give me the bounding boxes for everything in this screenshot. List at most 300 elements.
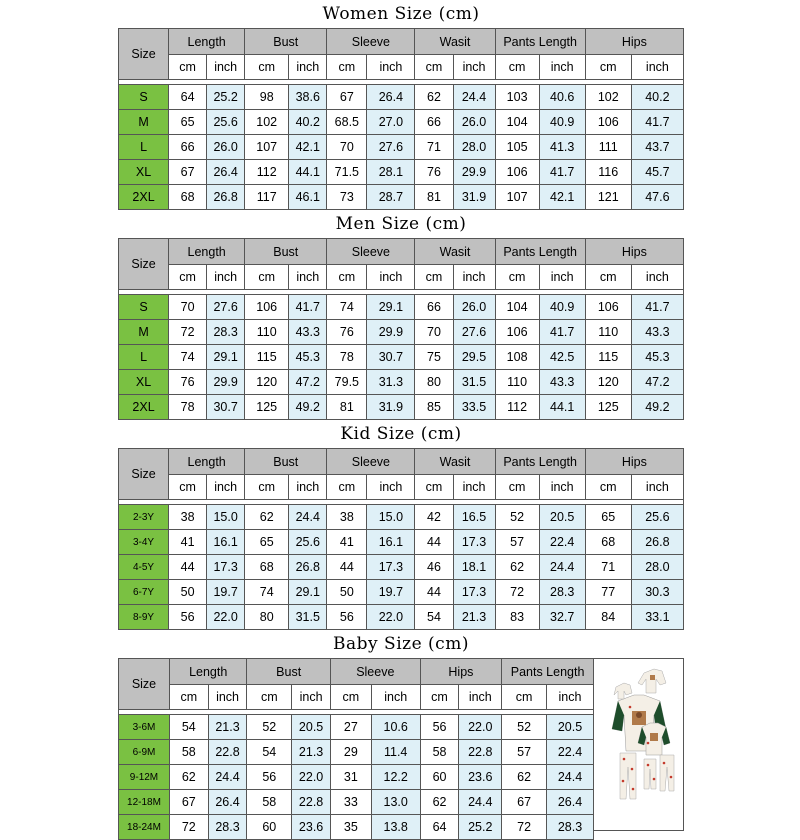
inch-value-cell: 26.4 (208, 790, 247, 815)
inch-value-cell: 40.2 (631, 85, 683, 110)
cm-value-cell: 52 (247, 715, 292, 740)
inch-unit-header: inch (453, 55, 495, 80)
inch-value-cell: 30.7 (367, 345, 415, 370)
men-size-title: Men Size (cm) (335, 214, 467, 234)
inch-value-cell: 38.6 (289, 85, 327, 110)
cm-value-cell: 41 (327, 530, 367, 555)
cm-unit-header: cm (420, 685, 459, 710)
inch-value-cell: 27.6 (207, 295, 245, 320)
cm-value-cell: 71 (585, 555, 631, 580)
inch-value-cell: 23.6 (459, 765, 502, 790)
cm-value-cell: 68.5 (327, 110, 367, 135)
inch-value-cell: 28.0 (453, 135, 495, 160)
cm-value-cell: 75 (415, 345, 453, 370)
cm-unit-header: cm (169, 685, 208, 710)
inch-unit-header: inch (207, 265, 245, 290)
cm-value-cell: 108 (495, 345, 539, 370)
table-row (119, 395, 684, 420)
cm-value-cell: 104 (495, 110, 539, 135)
size-column-header: Size (119, 659, 170, 710)
cm-unit-header: cm (245, 265, 289, 290)
inch-value-cell: 44.1 (539, 395, 585, 420)
inch-value-cell: 21.3 (453, 605, 495, 630)
inch-value-cell: 13.8 (371, 815, 420, 840)
cm-value-cell: 52 (502, 715, 547, 740)
size-label-cell: M (119, 110, 169, 135)
measure-column-header: Bust (245, 239, 327, 265)
inch-value-cell: 28.3 (207, 320, 245, 345)
table-row (119, 110, 684, 135)
cm-value-cell: 50 (169, 580, 207, 605)
cm-value-cell: 62 (415, 85, 453, 110)
cm-value-cell: 117 (245, 185, 289, 210)
cm-value-cell: 107 (245, 135, 289, 160)
size-column-header: Size (119, 239, 169, 290)
size-column-header: Size (119, 449, 169, 500)
table-row (119, 815, 594, 840)
cm-value-cell: 106 (495, 160, 539, 185)
inch-value-cell: 41.7 (631, 110, 683, 135)
inch-value-cell: 42.5 (539, 345, 585, 370)
cm-value-cell: 62 (169, 765, 208, 790)
cm-value-cell: 72 (502, 815, 547, 840)
inch-value-cell: 16.1 (207, 530, 245, 555)
table-row (119, 715, 594, 740)
cm-value-cell: 98 (245, 85, 289, 110)
cm-value-cell: 116 (585, 160, 631, 185)
inch-unit-header: inch (631, 55, 683, 80)
inch-value-cell: 17.3 (207, 555, 245, 580)
cm-value-cell: 125 (585, 395, 631, 420)
cm-value-cell: 65 (169, 110, 207, 135)
size-label-cell: 2XL (119, 185, 169, 210)
cm-value-cell: 106 (585, 110, 631, 135)
table-row (119, 605, 684, 630)
table-row (119, 135, 684, 160)
header-row (119, 239, 684, 265)
inch-value-cell: 46.1 (289, 185, 327, 210)
cm-value-cell: 72 (169, 320, 207, 345)
cm-value-cell: 44 (169, 555, 207, 580)
cm-unit-header: cm (495, 475, 539, 500)
unit-header-row (119, 685, 594, 710)
inch-value-cell: 43.3 (631, 320, 683, 345)
inch-value-cell: 31.5 (453, 370, 495, 395)
inch-value-cell: 43.7 (631, 135, 683, 160)
measure-column-header: Length (169, 449, 245, 475)
inch-value-cell: 25.6 (631, 505, 683, 530)
inch-value-cell: 13.0 (371, 790, 420, 815)
kid-size-table (118, 448, 684, 630)
inch-value-cell: 41.7 (539, 160, 585, 185)
cm-value-cell: 81 (415, 185, 453, 210)
inch-value-cell: 21.3 (208, 715, 247, 740)
inch-value-cell: 28.0 (631, 555, 683, 580)
cm-value-cell: 125 (245, 395, 289, 420)
inch-unit-header: inch (371, 685, 420, 710)
cm-value-cell: 56 (169, 605, 207, 630)
inch-unit-header: inch (289, 475, 327, 500)
inch-value-cell: 25.2 (207, 85, 245, 110)
inch-value-cell: 30.3 (631, 580, 683, 605)
inch-value-cell: 28.3 (539, 580, 585, 605)
inch-value-cell: 25.6 (207, 110, 245, 135)
cm-value-cell: 78 (169, 395, 207, 420)
inch-value-cell: 49.2 (289, 395, 327, 420)
cm-value-cell: 38 (169, 505, 207, 530)
cm-unit-header: cm (327, 475, 367, 500)
cm-value-cell: 71 (415, 135, 453, 160)
cm-value-cell: 67 (327, 85, 367, 110)
inch-unit-header: inch (453, 475, 495, 500)
cm-value-cell: 102 (245, 110, 289, 135)
cm-unit-header: cm (585, 265, 631, 290)
inch-value-cell: 26.4 (207, 160, 245, 185)
cm-value-cell: 56 (420, 715, 459, 740)
table-row (119, 790, 594, 815)
inch-value-cell: 22.0 (207, 605, 245, 630)
inch-value-cell: 40.9 (539, 110, 585, 135)
cm-unit-header: cm (585, 475, 631, 500)
cm-unit-header: cm (245, 475, 289, 500)
inch-value-cell: 29.9 (207, 370, 245, 395)
inch-value-cell: 26.8 (207, 185, 245, 210)
measure-column-header: Sleeve (327, 449, 415, 475)
inch-value-cell: 10.6 (371, 715, 420, 740)
size-label-cell: 6-9M (119, 740, 170, 765)
men-size-table (118, 238, 684, 420)
inch-value-cell: 40.9 (539, 295, 585, 320)
cm-value-cell: 65 (585, 505, 631, 530)
cm-value-cell: 104 (495, 295, 539, 320)
inch-value-cell: 43.3 (289, 320, 327, 345)
cm-value-cell: 60 (420, 765, 459, 790)
inch-value-cell: 33.1 (631, 605, 683, 630)
table-row (119, 320, 684, 345)
cm-value-cell: 67 (169, 790, 208, 815)
size-label-cell: 3-6M (119, 715, 170, 740)
inch-value-cell: 31.9 (453, 185, 495, 210)
cm-value-cell: 62 (245, 505, 289, 530)
cm-value-cell: 76 (169, 370, 207, 395)
measure-column-header: Pants Length (495, 239, 585, 265)
inch-value-cell: 28.3 (547, 815, 594, 840)
cm-unit-header: cm (330, 685, 371, 710)
inch-value-cell: 18.1 (453, 555, 495, 580)
cm-value-cell: 67 (502, 790, 547, 815)
size-label-cell: 4-5Y (119, 555, 169, 580)
cm-value-cell: 58 (247, 790, 292, 815)
cm-value-cell: 106 (495, 320, 539, 345)
inch-value-cell: 41.7 (539, 320, 585, 345)
kid-size-title: Kid Size (cm) (340, 424, 462, 444)
cm-value-cell: 68 (585, 530, 631, 555)
inch-value-cell: 26.8 (289, 555, 327, 580)
inch-value-cell: 19.7 (207, 580, 245, 605)
cm-value-cell: 50 (327, 580, 367, 605)
inch-value-cell: 16.1 (367, 530, 415, 555)
cm-value-cell: 72 (169, 815, 208, 840)
inch-value-cell: 47.2 (289, 370, 327, 395)
inch-unit-header: inch (367, 475, 415, 500)
inch-value-cell: 22.8 (208, 740, 247, 765)
women-size-table (118, 28, 684, 210)
cm-value-cell: 44 (415, 530, 453, 555)
baby-size-title: Baby Size (cm) (333, 634, 469, 654)
size-label-cell: 12-18M (119, 790, 170, 815)
header-row (119, 659, 594, 685)
size-label-cell: M (119, 320, 169, 345)
cm-value-cell: 105 (495, 135, 539, 160)
measure-column-header: Sleeve (330, 659, 420, 685)
cm-unit-header: cm (169, 475, 207, 500)
cm-value-cell: 70 (327, 135, 367, 160)
inch-value-cell: 28.1 (367, 160, 415, 185)
size-label-cell: 6-7Y (119, 580, 169, 605)
cm-value-cell: 29 (330, 740, 371, 765)
table-row (119, 295, 684, 320)
inch-value-cell: 22.8 (459, 740, 502, 765)
cm-value-cell: 64 (169, 85, 207, 110)
inch-value-cell: 33.5 (453, 395, 495, 420)
cm-value-cell: 56 (327, 605, 367, 630)
cm-value-cell: 70 (169, 295, 207, 320)
table-row (119, 740, 594, 765)
inch-value-cell: 17.3 (367, 555, 415, 580)
inch-value-cell: 29.1 (207, 345, 245, 370)
inch-unit-header: inch (367, 265, 415, 290)
inch-value-cell: 22.0 (459, 715, 502, 740)
size-label-cell: 8-9Y (119, 605, 169, 630)
inch-value-cell: 26.4 (547, 790, 594, 815)
inch-unit-header: inch (631, 265, 683, 290)
size-column-header: Size (119, 29, 169, 80)
inch-value-cell: 24.4 (289, 505, 327, 530)
cm-unit-header: cm (415, 475, 453, 500)
size-label-cell: 2XL (119, 395, 169, 420)
inch-value-cell: 43.3 (539, 370, 585, 395)
cm-value-cell: 58 (420, 740, 459, 765)
cm-value-cell: 115 (245, 345, 289, 370)
inch-value-cell: 12.2 (371, 765, 420, 790)
cm-unit-header: cm (495, 265, 539, 290)
inch-value-cell: 22.4 (539, 530, 585, 555)
inch-unit-header: inch (539, 475, 585, 500)
inch-value-cell: 26.4 (367, 85, 415, 110)
measure-column-header: Bust (245, 449, 327, 475)
measure-column-header: Hips (585, 29, 683, 55)
cm-value-cell: 67 (169, 160, 207, 185)
measure-column-header: Pants Length (495, 449, 585, 475)
women-size-title: Women Size (cm) (322, 4, 480, 24)
measure-column-header: Length (169, 239, 245, 265)
inch-value-cell: 41.7 (289, 295, 327, 320)
measure-column-header: Sleeve (327, 239, 415, 265)
cm-value-cell: 68 (169, 185, 207, 210)
inch-value-cell: 22.0 (292, 765, 331, 790)
cm-unit-header: cm (495, 55, 539, 80)
cm-value-cell: 110 (245, 320, 289, 345)
inch-value-cell: 26.8 (631, 530, 683, 555)
inch-value-cell: 31.9 (367, 395, 415, 420)
baby-size-table (118, 658, 594, 840)
cm-value-cell: 120 (585, 370, 631, 395)
cm-value-cell: 121 (585, 185, 631, 210)
cm-value-cell: 74 (245, 580, 289, 605)
measure-column-header: Bust (247, 659, 331, 685)
size-label-cell: XL (119, 160, 169, 185)
cm-value-cell: 56 (247, 765, 292, 790)
cm-value-cell: 115 (585, 345, 631, 370)
cm-value-cell: 44 (415, 580, 453, 605)
inch-value-cell: 45.7 (631, 160, 683, 185)
cm-value-cell: 71.5 (327, 160, 367, 185)
inch-value-cell: 24.4 (547, 765, 594, 790)
cm-value-cell: 102 (585, 85, 631, 110)
unit-header-row (119, 475, 684, 500)
cm-value-cell: 80 (415, 370, 453, 395)
inch-value-cell: 28.7 (367, 185, 415, 210)
table-row (119, 765, 594, 790)
cm-unit-header: cm (415, 55, 453, 80)
cm-value-cell: 110 (495, 370, 539, 395)
inch-value-cell: 16.5 (453, 505, 495, 530)
header-row (119, 449, 684, 475)
inch-value-cell: 45.3 (631, 345, 683, 370)
inch-value-cell: 24.4 (459, 790, 502, 815)
inch-value-cell: 24.4 (453, 85, 495, 110)
cm-value-cell: 31 (330, 765, 371, 790)
size-label-cell: XL (119, 370, 169, 395)
inch-unit-header: inch (207, 475, 245, 500)
cm-value-cell: 54 (247, 740, 292, 765)
cm-value-cell: 65 (245, 530, 289, 555)
inch-value-cell: 17.3 (453, 530, 495, 555)
cm-value-cell: 107 (495, 185, 539, 210)
inch-value-cell: 29.1 (289, 580, 327, 605)
cm-value-cell: 27 (330, 715, 371, 740)
cm-value-cell: 80 (245, 605, 289, 630)
cm-value-cell: 120 (245, 370, 289, 395)
table-row (119, 185, 684, 210)
inch-value-cell: 24.4 (208, 765, 247, 790)
cm-unit-header: cm (585, 55, 631, 80)
cm-value-cell: 85 (415, 395, 453, 420)
inch-unit-header: inch (207, 55, 245, 80)
size-label-cell: 2-3Y (119, 505, 169, 530)
inch-value-cell: 22.8 (292, 790, 331, 815)
table-row (119, 345, 684, 370)
inch-value-cell: 25.2 (459, 815, 502, 840)
measure-column-header: Wasit (415, 449, 495, 475)
cm-unit-header: cm (245, 55, 289, 80)
cm-unit-header: cm (169, 265, 207, 290)
inch-value-cell: 49.2 (631, 395, 683, 420)
inch-value-cell: 32.7 (539, 605, 585, 630)
cm-value-cell: 84 (585, 605, 631, 630)
cm-value-cell: 72 (495, 580, 539, 605)
cm-value-cell: 62 (420, 790, 459, 815)
inch-value-cell: 23.6 (292, 815, 331, 840)
inch-value-cell: 20.5 (292, 715, 331, 740)
inch-value-cell: 40.2 (289, 110, 327, 135)
cm-value-cell: 58 (169, 740, 208, 765)
cm-value-cell: 52 (495, 505, 539, 530)
inch-value-cell: 41.7 (631, 295, 683, 320)
table-row (119, 530, 684, 555)
inch-value-cell: 42.1 (289, 135, 327, 160)
cm-value-cell: 111 (585, 135, 631, 160)
cm-unit-header: cm (327, 55, 367, 80)
cm-value-cell: 57 (495, 530, 539, 555)
inch-unit-header: inch (631, 475, 683, 500)
inch-value-cell: 27.0 (367, 110, 415, 135)
measure-column-header: Pants Length (495, 29, 585, 55)
measure-column-header: Sleeve (327, 29, 415, 55)
cm-value-cell: 74 (327, 295, 367, 320)
measure-column-header: Wasit (415, 239, 495, 265)
table-row (119, 555, 684, 580)
inch-value-cell: 22.4 (547, 740, 594, 765)
inch-value-cell: 29.9 (453, 160, 495, 185)
cm-value-cell: 66 (169, 135, 207, 160)
measure-column-header: Length (169, 29, 245, 55)
inch-value-cell: 11.4 (371, 740, 420, 765)
inch-value-cell: 27.6 (367, 135, 415, 160)
measure-column-header: Hips (585, 449, 683, 475)
cm-value-cell: 35 (330, 815, 371, 840)
cm-unit-header: cm (169, 55, 207, 80)
cm-value-cell: 76 (415, 160, 453, 185)
inch-unit-header: inch (289, 265, 327, 290)
inch-value-cell: 20.5 (547, 715, 594, 740)
cm-value-cell: 46 (415, 555, 453, 580)
cm-value-cell: 44 (327, 555, 367, 580)
inch-value-cell: 26.0 (453, 110, 495, 135)
cm-value-cell: 38 (327, 505, 367, 530)
measure-column-header: Hips (585, 239, 683, 265)
inch-value-cell: 30.7 (207, 395, 245, 420)
cm-value-cell: 68 (245, 555, 289, 580)
cm-unit-header: cm (327, 265, 367, 290)
cm-value-cell: 106 (245, 295, 289, 320)
table-row (119, 160, 684, 185)
inch-value-cell: 31.5 (289, 605, 327, 630)
cm-value-cell: 76 (327, 320, 367, 345)
family-pajama-photo (594, 658, 684, 831)
inch-value-cell: 29.1 (367, 295, 415, 320)
size-label-cell: 3-4Y (119, 530, 169, 555)
inch-value-cell: 47.2 (631, 370, 683, 395)
cm-value-cell: 41 (169, 530, 207, 555)
cm-value-cell: 54 (169, 715, 208, 740)
cm-value-cell: 103 (495, 85, 539, 110)
cm-value-cell: 73 (327, 185, 367, 210)
inch-value-cell: 42.1 (539, 185, 585, 210)
measure-column-header: Bust (245, 29, 327, 55)
cm-value-cell: 112 (495, 395, 539, 420)
cm-value-cell: 62 (502, 765, 547, 790)
unit-header-row (119, 265, 684, 290)
inch-value-cell: 20.5 (539, 505, 585, 530)
table-row (119, 370, 684, 395)
size-label-cell: L (119, 345, 169, 370)
table-row (119, 505, 684, 530)
cm-unit-header: cm (247, 685, 292, 710)
cm-value-cell: 74 (169, 345, 207, 370)
inch-value-cell: 40.6 (539, 85, 585, 110)
inch-value-cell: 15.0 (367, 505, 415, 530)
